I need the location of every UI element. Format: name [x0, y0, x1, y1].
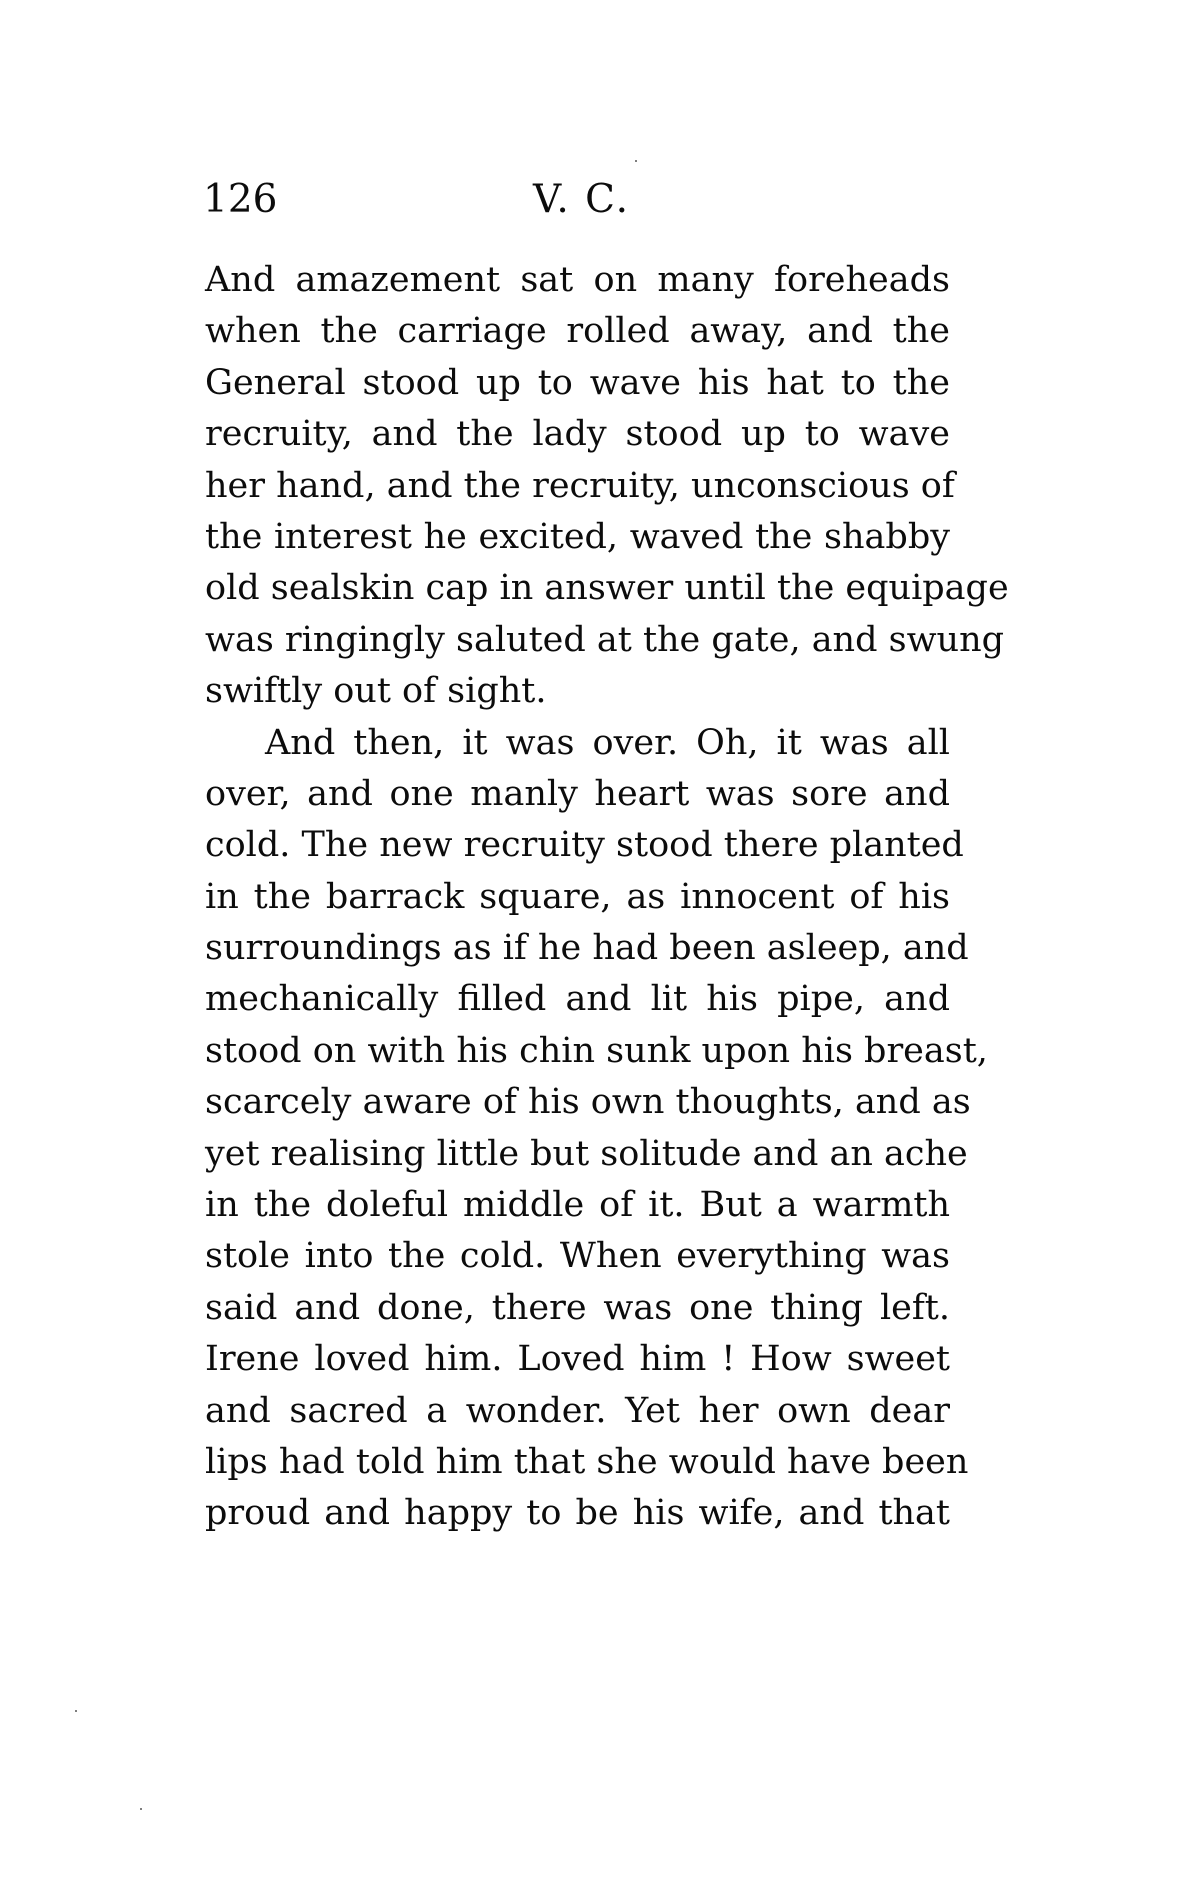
- text-line: swiftly out of sight.: [205, 671, 547, 712]
- text-line: said and done, there was one thing left.: [205, 1287, 950, 1328]
- text-line: Irene loved him. Loved him ! How sweet: [205, 1339, 950, 1380]
- paper-speck: [635, 160, 637, 162]
- text-line: recruity, and the lady stood up to wave: [205, 414, 950, 455]
- body-text: [205, 255, 1009, 1540]
- text-line: yet realising little but solitude and an ache: [205, 1133, 968, 1174]
- running-title: V. C.: [533, 177, 630, 222]
- text-line: stood on with his chin sunk upon his breast,: [205, 1030, 988, 1071]
- text-line: over, and one manly heart was sore and: [205, 773, 950, 814]
- text-line: old sealskin cap in answer until the equipage: [205, 568, 1009, 609]
- text-line: in the doleful middle of it. But a warmth: [205, 1185, 950, 1226]
- paragraph-2: [205, 718, 988, 1540]
- text-line: her hand, and the recruity, unconscious of: [205, 465, 955, 506]
- page-number: 126: [203, 177, 278, 222]
- text-line: General stood up to wave his hat to the: [205, 362, 950, 403]
- text-line: stole into the cold. When everything was: [205, 1236, 950, 1277]
- text-line: And then, it was over. Oh, it was all: [265, 722, 950, 763]
- text-line: cold. The new recruity stood there planted: [205, 825, 964, 866]
- text-line: proud and happy to be his wife, and that: [205, 1493, 950, 1534]
- text-line: scarcely aware of his own thoughts, and as: [205, 1082, 971, 1123]
- text-line: mechanically filled and lit his pipe, and: [205, 979, 950, 1020]
- paragraph-1: [205, 255, 1009, 718]
- text-line: was ringingly saluted at the gate, and swung: [205, 619, 1005, 660]
- text-line: And amazement sat on many foreheads: [205, 260, 950, 300]
- text-line: in the barrack square, as innocent of his: [205, 876, 950, 917]
- text-line: lips had told him that she would have been: [205, 1441, 969, 1482]
- page-header: [203, 170, 953, 230]
- text-line: the interest he excited, waved the shabby: [205, 516, 950, 557]
- paper-speck: [75, 1710, 77, 1712]
- text-line: and sacred a wonder. Yet her own dear: [205, 1390, 950, 1431]
- text-line: surroundings as if he had been asleep, and: [205, 928, 969, 969]
- paper-speck: [140, 1808, 142, 1810]
- text-line: when the carriage rolled away, and the: [205, 311, 950, 352]
